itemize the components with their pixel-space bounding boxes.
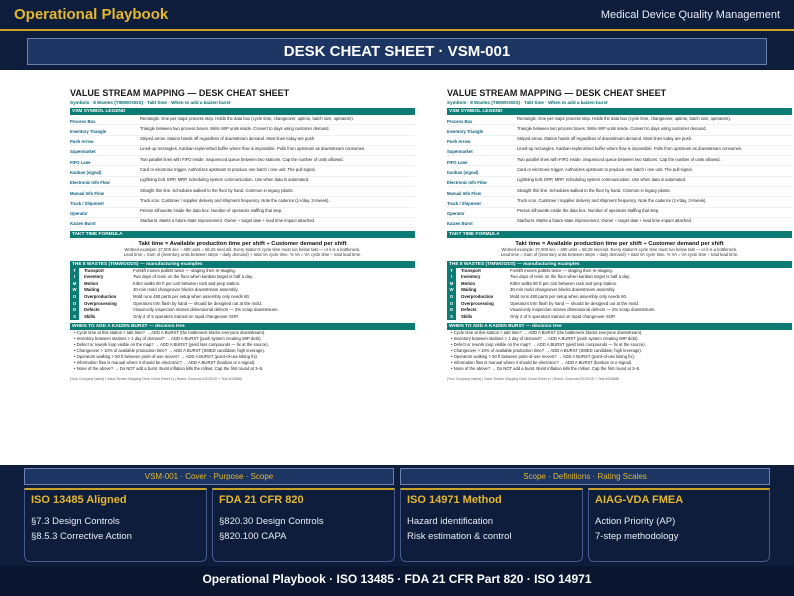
waste-name: Overprocessing — [84, 300, 117, 306]
card-title: ISO 13485 Aligned — [31, 494, 127, 506]
kaizen-rule: • Cycle time at this station > takt time? → ADD A BURST (the bottleneck blocks everyone downstream). — [447, 330, 792, 336]
waste-name: Overproduction — [84, 294, 117, 300]
card-item: Risk estimation & control — [407, 531, 512, 542]
kaizen-rule: • Changeover > 10% of available production time? → ADD A BURST (SMED candidate; high leverage). — [447, 348, 792, 354]
section-band-left: VSM-001 · Cover · Purpose · Scope — [24, 468, 394, 485]
waste-letter: O — [447, 301, 456, 308]
waste-name: Skills — [84, 313, 96, 319]
waste-example: Visual-only inspection misses dimensional defects — 2% scrap downstream. — [510, 307, 656, 313]
legend-description: Straight thin line. Schedules walked to the floor by hand. Common in legacy plants. — [517, 187, 671, 193]
takt-example: Worked example: 27,000 sec ÷ 480 units = 56.25 sec/unit. Every station's cycle time must run below takt — or it is a bottleneck. — [501, 247, 738, 253]
legend-description: Lined-up rectangles. Kanban-replenished buffer where flow is impossible. Pulls from upstream as downstream consumes. — [517, 146, 743, 152]
waste-letter: D — [70, 307, 79, 314]
card-iso-13485 — [24, 488, 207, 562]
kaizen-rule: • Cycle time at this station > takt time? → ADD A BURST (the bottleneck blocks everyone downstream). — [70, 330, 415, 336]
legend-symbol: FIFO Lane — [70, 159, 91, 165]
waste-letter: O — [70, 301, 79, 308]
waste-row — [447, 281, 792, 288]
takt-example: Lead time = Sum of (inventory units between steps ÷ daily demand) + total VA cycle time. % VA = VA cycle time ÷ total lead time. — [123, 252, 362, 258]
waste-letter: S — [447, 314, 456, 321]
legend-symbol: Push Arrow — [70, 139, 94, 145]
waste-name: Inventory — [84, 274, 104, 280]
waste-example: Kitter walks 80 ft per cart between rack and prep station. — [133, 280, 241, 286]
waste-example: Only 2 of 5 operators trained on rapid changeover SOP. — [510, 313, 616, 319]
waste-example: Operators trim flash by hand — should be designed out at the mold. — [133, 300, 262, 306]
waste-letter: M — [70, 281, 79, 288]
legend-description: Striped arrow. Station hands off regardless of downstream demand. Most lines today are push. — [517, 136, 693, 142]
card-item: §820.100 CAPA — [219, 531, 287, 542]
legend-row — [70, 166, 415, 176]
waste-example: Two days of resin on the floor when kanban target is half a day. — [133, 274, 254, 280]
section-header: VSM SYMBOL LEGEND — [447, 108, 792, 115]
waste-name: Motion — [461, 280, 476, 286]
kaizen-rule: • Information flow is manual where it should be electronic? → ADD A BURST (kanban or e-signal). — [447, 360, 792, 366]
takt-formula: Takt time = Available production time per shift ÷ Customer demand per shift — [515, 241, 724, 248]
legend-description: Truck icon. Customer / supplier delivery and shipment frequency. Note the cadence (1×/day, 2×/week). — [140, 197, 330, 203]
kaizen-rule: • None of the above? → Do NOT add a burst. Burst inflation kills the rollout. Cap the first round at 3–5. — [447, 366, 792, 372]
legend-symbol: Process Box — [70, 118, 96, 124]
waste-name: Transport — [84, 267, 104, 273]
legend-row — [447, 187, 792, 197]
waste-letter: D — [447, 307, 456, 314]
legend-symbol: Kanban (signal) — [70, 169, 102, 175]
waste-letter: I — [447, 274, 456, 281]
waste-letter: T — [70, 268, 79, 275]
legend-row — [70, 146, 415, 156]
legend-row — [70, 156, 415, 166]
section-header: THE 8 WASTES (TIMWOODS) — manufacturing examples — [447, 261, 792, 268]
waste-name: Waiting — [461, 287, 477, 293]
legend-symbol: Process Box — [447, 118, 473, 124]
legend-symbol: Push Arrow — [447, 139, 471, 145]
top-bar — [0, 0, 794, 31]
takt-formula: Takt time = Available production time per shift ÷ Customer demand per shift — [138, 241, 347, 248]
sheet-subtitle: Symbols · 8 Wastes (TIMWOODS) · Takt time · When to add a kaizen burst — [70, 100, 231, 105]
waste-letter: S — [70, 314, 79, 321]
waste-letter: I — [70, 274, 79, 281]
legend-row — [70, 125, 415, 135]
header-subtitle: Medical Device Quality Management — [600, 9, 780, 21]
section-header: WHEN TO ADD A KAIZEN BURST — decision tree — [447, 323, 792, 330]
legend-row — [70, 197, 415, 207]
card-fda-820 — [212, 488, 395, 562]
legend-row — [70, 115, 415, 125]
sheet-footer: [Your Company Name] | Value Stream Mapping Desk Cheat Sheet v1 | Brand: Charcoal #2D2D2D + Teal #0D8888 — [70, 376, 242, 381]
legend-description: Starburst. Marks a future-state improvement. Owner + target date + lead time impact attached. — [140, 218, 316, 224]
card-item: Action Priority (AP) — [595, 516, 676, 527]
waste-letter: W — [447, 287, 456, 294]
waste-name: Skills — [461, 313, 473, 319]
legend-symbol: Operator — [70, 211, 88, 217]
kaizen-rule: • Inventory between stations > 1 day of demand? → ADD A BURST (push system creating WIP debt). — [447, 336, 792, 342]
legend-symbol: Kaizen Burst — [70, 221, 96, 227]
legend-symbol: Manual Info Flow — [447, 190, 481, 196]
waste-name: Defects — [461, 307, 477, 313]
legend-symbol: Electronic Info Flow — [70, 180, 110, 186]
card-item: §820.30 Design Controls — [219, 516, 324, 527]
legend-row — [70, 218, 415, 228]
waste-example: Forklift moves pallets twice — staging then re-staging. — [510, 267, 613, 273]
legend-description: Triangle between two process boxes. Write WIP units inside. Convert to days using customer demand. — [140, 125, 330, 131]
waste-row — [70, 314, 415, 321]
legend-description: Person silhouette inside the data box. Number of operators staffing that step. — [140, 208, 283, 214]
legend-row — [447, 146, 792, 156]
takt-example: Worked example: 27,000 sec ÷ 480 units = 56.25 sec/unit. Every station's cycle time must run below takt — or it is a bottleneck. — [124, 247, 361, 253]
document-canvas — [0, 70, 794, 465]
takt-example: Lead time = Sum of (inventory units between steps ÷ daily demand) + total VA cycle time. % VA = VA cycle time ÷ total lead time. — [500, 252, 739, 258]
page-title: DESK CHEAT SHEET · VSM-001 — [27, 38, 767, 65]
legend-symbol: Operator — [447, 211, 465, 217]
card-iso-14971 — [400, 488, 583, 562]
legend-description: Rectangle. One per major process step. Holds the data box (cycle time, changeover, uptime, batch size, operators). — [140, 115, 354, 121]
waste-example: Mold runs 480 parts per setup when assembly only needs 60. — [133, 294, 251, 300]
legend-row — [70, 187, 415, 197]
section-header: TAKT TIME FORMULA — [70, 231, 415, 238]
kaizen-rule: • Defect or rework loop visible on the map? → ADD A BURST (yield loss compounds — fix at the source). — [70, 342, 415, 348]
legend-row — [447, 125, 792, 135]
card-item: 7-step methodology — [595, 531, 679, 542]
kaizen-rule: • None of the above? → Do NOT add a burst. Burst inflation kills the rollout. Cap the first round at 3–5. — [70, 366, 415, 372]
legend-row — [447, 208, 792, 218]
section-header: TAKT TIME FORMULA — [447, 231, 792, 238]
waste-example: Only 2 of 5 operators trained on rapid changeover SOP. — [133, 313, 239, 319]
legend-row — [447, 136, 792, 146]
page-footer: Operational Playbook · ISO 13485 · FDA 21 CFR Part 820 · ISO 14971 — [0, 566, 794, 596]
cheat-sheet-left — [70, 88, 415, 458]
sheet-title: VALUE STREAM MAPPING — DESK CHEAT SHEET — [70, 88, 290, 98]
waste-letter: T — [447, 268, 456, 275]
legend-symbol: Manual Info Flow — [70, 190, 104, 196]
waste-example: 30-min mold changeover blocks downstream assembly. — [133, 287, 239, 293]
waste-name: Defects — [84, 307, 100, 313]
card-title: ISO 14971 Method — [407, 494, 502, 506]
legend-row — [447, 177, 792, 187]
card-aiag-vda — [588, 488, 770, 562]
legend-description: Two parallel lines with FIFO inside. Sequenced queue between two stations. Cap the number of units allowed. — [517, 156, 721, 162]
waste-row — [70, 268, 415, 275]
kaizen-rule: • Operators walking > 50 ft between point-of-use moves? → ADD A BURST (point-of-use kitting fix). — [70, 354, 415, 360]
section-header: THE 8 WASTES (TIMWOODS) — manufacturing examples — [70, 261, 415, 268]
legend-symbol: Kaizen Burst — [447, 221, 473, 227]
waste-row — [447, 274, 792, 281]
kaizen-rule: • Changeover > 10% of available production time? → ADD A BURST (SMED candidate; high leverage). — [70, 348, 415, 354]
waste-row — [447, 301, 792, 308]
card-title: AIAG-VDA FMEA — [595, 494, 684, 506]
legend-symbol: Inventory Triangle — [447, 128, 484, 134]
legend-row — [447, 156, 792, 166]
waste-name: Overprocessing — [461, 300, 494, 306]
waste-example: Operators trim flash by hand — should be designed out at the mold. — [510, 300, 639, 306]
waste-name: Waiting — [84, 287, 100, 293]
legend-description: Starburst. Marks a future-state improvement. Owner + target date + lead time impact attached. — [517, 218, 693, 224]
legend-row — [70, 177, 415, 187]
card-item: §7.3 Design Controls — [31, 516, 120, 527]
legend-symbol: Truck / Shipment — [70, 200, 104, 206]
waste-example: Forklift moves pallets twice — staging then re-staging. — [133, 267, 236, 273]
waste-row — [447, 307, 792, 314]
legend-description: Two parallel lines with FIFO inside. Sequenced queue between two stations. Cap the number of units allowed. — [140, 156, 344, 162]
kaizen-rule: • Information flow is manual where it should be electronic? → ADD A BURST (kanban or e-signal). — [70, 360, 415, 366]
waste-row — [70, 294, 415, 301]
card-title: FDA 21 CFR 820 — [219, 494, 304, 506]
cheat-sheet-right — [447, 88, 792, 458]
legend-row — [447, 197, 792, 207]
legend-description: Striped arrow. Station hands off regardless of downstream demand. Most lines today are push. — [140, 136, 316, 142]
legend-row — [447, 218, 792, 228]
waste-row — [447, 294, 792, 301]
sheet-footer: [Your Company Name] | Value Stream Mapping Desk Cheat Sheet v1 | Brand: Charcoal #2D2D2D + Teal #0D8888 — [447, 376, 619, 381]
waste-letter: W — [70, 287, 79, 294]
legend-row — [447, 166, 792, 176]
waste-row — [447, 314, 792, 321]
legend-row — [447, 115, 792, 125]
waste-example: Kitter walks 80 ft per cart between rack and prep station. — [510, 280, 618, 286]
legend-symbol: Supermarket — [447, 149, 473, 155]
section-band-right: Scope · Definitions · Rating Scales — [400, 468, 770, 485]
legend-description: Card or electronic trigger. Authorizes upstream to produce one batch / one unit. The pull signal. — [517, 166, 693, 172]
waste-example: Visual-only inspection misses dimensional defects — 2% scrap downstream. — [133, 307, 279, 313]
legend-symbol: FIFO Lane — [447, 159, 468, 165]
section-header: WHEN TO ADD A KAIZEN BURST — decision tree — [70, 323, 415, 330]
legend-description: Lightning bolt. ERP, MRP, scheduling system communication. Use when data is automated. — [140, 177, 310, 183]
kaizen-rule: • Operators walking > 50 ft between point-of-use moves? → ADD A BURST (point-of-use kitting fix). — [447, 354, 792, 360]
legend-row — [70, 208, 415, 218]
legend-symbol: Supermarket — [70, 149, 96, 155]
legend-symbol: Truck / Shipment — [447, 200, 481, 206]
legend-description: Card or electronic trigger. Authorizes upstream to produce one batch / one unit. The pull signal. — [140, 166, 316, 172]
kaizen-rule: • Defect or rework loop visible on the map? → ADD A BURST (yield loss compounds — fix at the source). — [447, 342, 792, 348]
kaizen-rule: • Inventory between stations > 1 day of demand? → ADD A BURST (push system creating WIP debt). — [70, 336, 415, 342]
waste-row — [70, 281, 415, 288]
legend-symbol: Electronic Info Flow — [447, 180, 487, 186]
legend-symbol: Inventory Triangle — [70, 128, 107, 134]
waste-name: Motion — [84, 280, 99, 286]
waste-row — [70, 307, 415, 314]
brand-title: Operational Playbook — [14, 6, 169, 23]
waste-name: Overproduction — [461, 294, 494, 300]
sheet-title: VALUE STREAM MAPPING — DESK CHEAT SHEET — [447, 88, 667, 98]
waste-name: Transport — [461, 267, 481, 273]
legend-description: Person silhouette inside the data box. Number of operators staffing that step. — [517, 208, 660, 214]
waste-letter: O — [447, 294, 456, 301]
waste-example: Mold runs 480 parts per setup when assembly only needs 60. — [510, 294, 628, 300]
legend-description: Straight thin line. Schedules walked to the floor by hand. Common in legacy plants. — [140, 187, 294, 193]
legend-description: Lightning bolt. ERP, MRP, scheduling system communication. Use when data is automated. — [517, 177, 687, 183]
legend-description: Triangle between two process boxes. Write WIP units inside. Convert to days using customer demand. — [517, 125, 707, 131]
waste-row — [70, 287, 415, 294]
waste-letter: O — [70, 294, 79, 301]
legend-symbol: Kanban (signal) — [447, 169, 479, 175]
waste-row — [70, 274, 415, 281]
card-item: §8.5.3 Corrective Action — [31, 531, 132, 542]
legend-description: Rectangle. One per major process step. Holds the data box (cycle time, changeover, uptime, batch size, operators). — [517, 115, 731, 121]
sheet-subtitle: Symbols · 8 Wastes (TIMWOODS) · Takt time · When to add a kaizen burst — [447, 100, 608, 105]
waste-row — [447, 287, 792, 294]
waste-row — [447, 268, 792, 275]
waste-row — [70, 301, 415, 308]
legend-description: Lined-up rectangles. Kanban-replenished buffer where flow is impossible. Pulls from upstream as downstream consumes. — [140, 146, 366, 152]
legend-row — [70, 136, 415, 146]
waste-example: 30-min mold changeover blocks downstream assembly. — [510, 287, 616, 293]
section-header: VSM SYMBOL LEGEND — [70, 108, 415, 115]
card-item: Hazard identification — [407, 516, 494, 527]
legend-description: Truck icon. Customer / supplier delivery and shipment frequency. Note the cadence (1×/day, 2×/week). — [517, 197, 707, 203]
waste-name: Inventory — [461, 274, 481, 280]
waste-letter: M — [447, 281, 456, 288]
waste-example: Two days of resin on the floor when kanban target is half a day. — [510, 274, 631, 280]
